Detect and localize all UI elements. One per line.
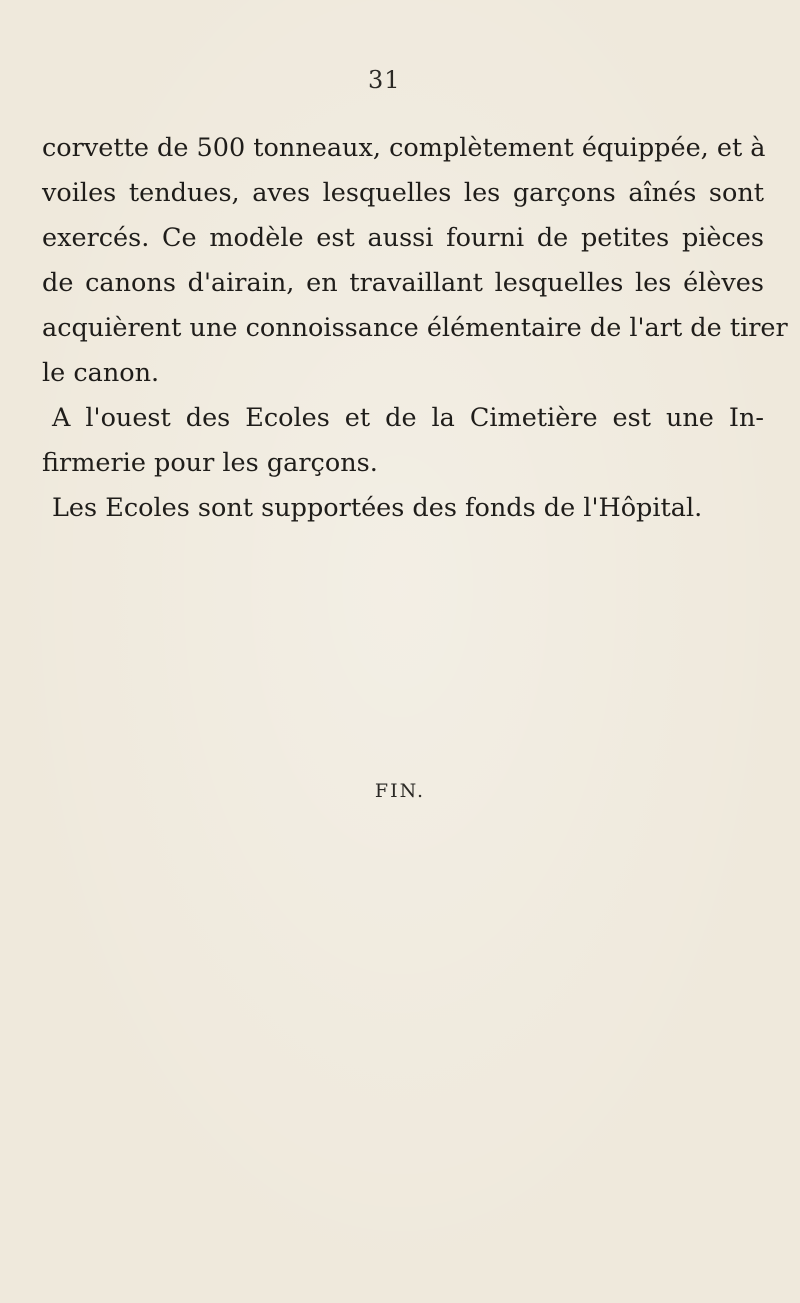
text-line: exercés. Ce modèle est aussi fourni de petites pièces [42,223,764,253]
text-line: acquièrent une connoissance élémentaire de l'art de tirer [42,313,788,343]
text-line: le canon. [42,358,160,388]
text-line: corvette de 500 tonneaux, complètement équippée, et à [42,133,766,163]
text-line: voiles tendues, aves lesquelles les garçons aînés sont [42,178,764,208]
text-line: de canons d'airain, en travaillant lesquelles les élèves [42,268,764,298]
text-line: A l'ouest des Ecoles et de la Cimetière est une In- [52,403,764,433]
end-mark: FIN. [374,780,426,802]
text-line: firmerie pour les garçons. [42,448,378,478]
text-line: Les Ecoles sont supportées des fonds de l'Hôpital. [52,493,703,523]
body-text [42,126,788,531]
page-number: 31 [368,66,401,94]
